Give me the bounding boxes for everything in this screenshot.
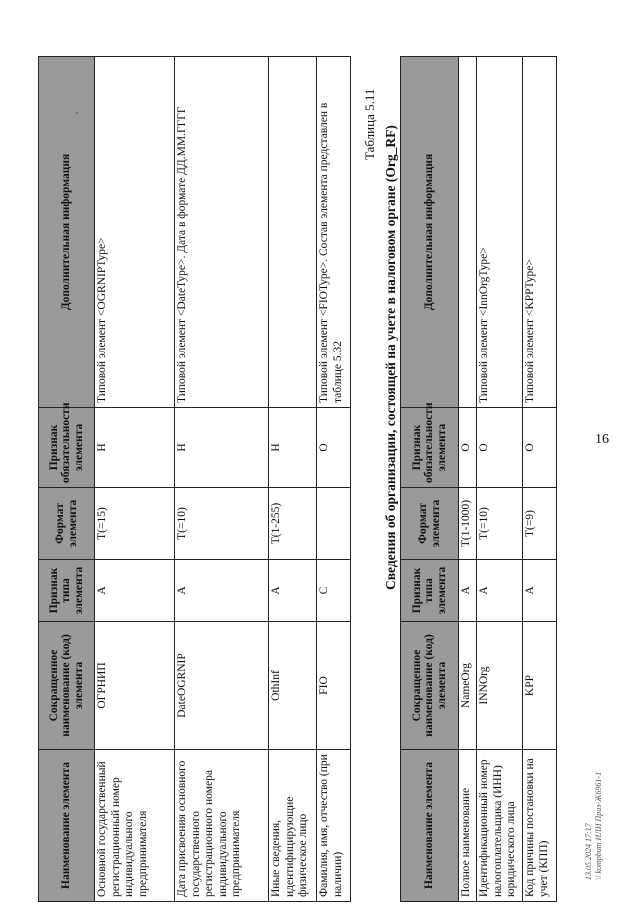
cell-info — [269, 57, 317, 408]
table1-header: Сокращенное наименование (код) элемента — [39, 622, 95, 750]
table1-header: Наименование элемента — [39, 750, 95, 902]
cell-required: О — [317, 408, 351, 488]
table-organization — [400, 56, 557, 902]
cell-type: А — [269, 560, 317, 622]
cell-code: NameOrg — [459, 622, 477, 750]
table1-header-row — [39, 57, 95, 902]
cell-code: OthInf — [269, 622, 317, 750]
cell-code: DateOGRNIP — [175, 622, 269, 750]
page-number: 16 — [595, 432, 609, 447]
cell-format: Т(=10) — [477, 488, 523, 560]
cell-format: Т(=10) — [175, 488, 269, 560]
cell-format: Т(1-255) — [269, 488, 317, 560]
document-footer — [584, 772, 603, 880]
cell-code: INNOrg — [477, 622, 523, 750]
cell-type: А — [175, 560, 269, 622]
cell-required: Н — [269, 408, 317, 488]
cell-required: Н — [175, 408, 269, 488]
cell-type: А — [523, 560, 557, 622]
cell-code: KPP — [523, 622, 557, 750]
table-label: Таблица 5.11 — [362, 88, 377, 160]
table-row — [477, 57, 523, 902]
table1-header: Дополнительная информация — [39, 57, 95, 408]
table1-header: Признак типа элемента — [39, 560, 95, 622]
cell-format — [317, 488, 351, 560]
cell-format: Т(1-1000) — [459, 488, 477, 560]
table2-header: Признак типа элемента — [401, 560, 459, 622]
cell-info: Типовой элемент <DateType>. Дата в формате ДД.ММ.ГГГГ — [175, 57, 269, 408]
cell-name: Фамилия, имя, отчество (при наличии) — [317, 750, 351, 902]
table1-header: Формат элемента — [39, 488, 95, 560]
table-row — [459, 57, 477, 902]
cell-info — [459, 57, 477, 408]
cell-type: А — [459, 560, 477, 622]
cell-name: Идентификационный номер налогоплательщика (ИНН) юридического лица — [477, 750, 523, 902]
table1-header: Признак обязательности элемента — [39, 408, 95, 488]
table2-header: Дополнительная информация — [401, 57, 459, 408]
table-row — [95, 57, 175, 902]
table2-header-row — [401, 57, 459, 902]
footer-path: \\ kompbum ИЛИ Приз-Ж6961-1 — [593, 771, 603, 880]
cell-type: А — [477, 560, 523, 622]
table-caption: Сведения об организации, состоящей на учете в налоговом органе (Org_RF) — [383, 125, 398, 590]
table2-header: Формат элемента — [401, 488, 459, 560]
cell-required: О — [523, 408, 557, 488]
cell-name: Дата присвоения основного государственного регистрационного номера индивидуального предпринимателя — [175, 750, 269, 902]
table-individual-entrepreneur — [38, 56, 351, 902]
cell-required: Н — [95, 408, 175, 488]
cell-name: Код причины постановки на учет (КПП) — [523, 750, 557, 902]
table-row — [523, 57, 557, 902]
cell-type: А — [95, 560, 175, 622]
cell-name: Полное наименование — [459, 750, 477, 902]
cell-info: Типовой элемент <FIOType>. Состав элемента представлен в таблице 5.32 — [317, 57, 351, 408]
cell-format: Т(=9) — [523, 488, 557, 560]
footer-timestamp: 13.05.2024 17:17 — [584, 823, 593, 880]
cell-format: Т(=15) — [95, 488, 175, 560]
table-row — [269, 57, 317, 902]
table2-header: Сокращенное наименование (код) элемента — [401, 622, 459, 750]
cell-required: О — [459, 408, 477, 488]
cell-code: ОГРНИП — [95, 622, 175, 750]
cell-code: FIO — [317, 622, 351, 750]
cell-name: Иные сведения, идентифицирующие физическое лицо — [269, 750, 317, 902]
cell-name: Основной государственный регистрационный номер индивидуального предпринимателя — [95, 750, 175, 902]
table-row — [175, 57, 269, 902]
cell-info: Типовой элемент <InnOrgType> — [477, 57, 523, 408]
table2-header: Наименование элемента — [401, 750, 459, 902]
cell-info: Типовой элемент <KPPType> — [523, 57, 557, 408]
cell-info: Типовой элемент <OGRNIPType> — [95, 57, 175, 408]
table2-header: Признак обязательности элемента — [401, 408, 459, 488]
cell-required: О — [477, 408, 523, 488]
scan-speck — [76, 112, 78, 114]
table-row — [317, 57, 351, 902]
cell-type: С — [317, 560, 351, 622]
